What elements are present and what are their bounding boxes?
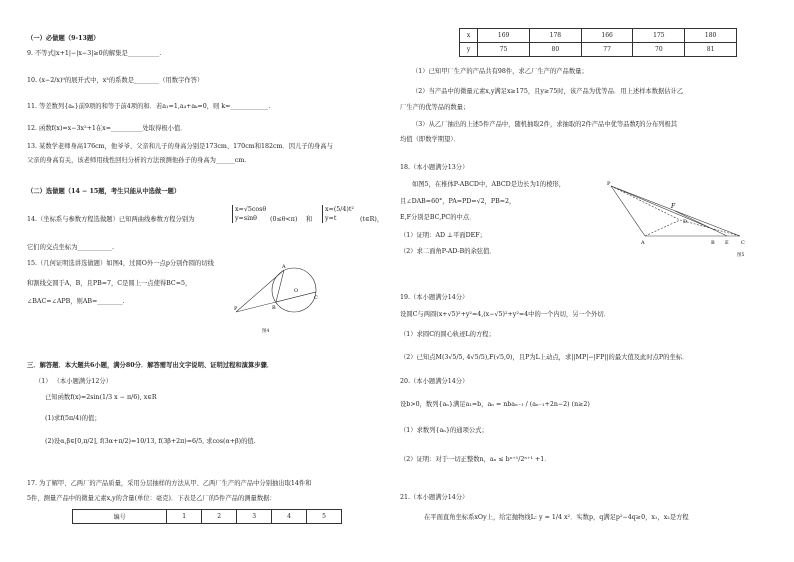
figure-5-label-a: A [641, 240, 645, 246]
question-14-line1: 14.（坐标系与参数方程选做题）已知两曲线参数方程分别为 [27, 216, 195, 223]
question-18-line5: （2）求二面角P-AD-B的余弦值． [400, 248, 496, 255]
question-15-line3: ∠BAC=∠APB，则AB=________. [27, 298, 125, 305]
table-1-cell: 3 [237, 510, 272, 524]
figure-5-caption: 图5 [737, 253, 745, 258]
question-17-line1: 17. 为了解甲、乙两厂的产品质量，采用分层抽样的方法从甲、乙两厂生产的产品中分别抽出取14件和 [27, 480, 312, 487]
question-18-line2: 且∠DAB=60°，PA=PD=√2，PB=2， [400, 198, 516, 205]
figure-5-edge-pd [611, 186, 680, 220]
question-10: 10. (x−2/x)⁹的展开式中，x³的系数是________（用数字作答） [27, 77, 204, 84]
figure-5-edge-ad [645, 220, 680, 236]
table-2-cell: 175 [633, 29, 685, 43]
figure-5-edge-pb [611, 186, 715, 230]
table-2-cell: y [460, 43, 478, 57]
figure-4-caption: 图4 [262, 329, 270, 334]
question-17-part1: （1）已知甲厂生产的产品共有98件，求乙厂生产的产品数量； [412, 68, 588, 75]
table-2-cell: 169 [478, 29, 530, 43]
question-9: 9. 不等式|x+1|−|x−3|≥0的解集是__________. [27, 50, 162, 57]
table-1-cell: 4 [272, 510, 307, 524]
question-17-part2-line1: （2）当产品中的微量元素x,y满足x≥175，且y≥75时，该产品为优等品．用上述样本数据估计乙 [412, 88, 684, 95]
section3-title: 三．解答题．本大题共6小题，满分80分．解答需写出文字说明、证明过程和演算步骤． [27, 362, 274, 369]
figure-5-label-p: P [607, 181, 611, 187]
q14-and: 和 [306, 216, 313, 223]
question-19-line3: （2）已知点M(3√5/5, 4√5/5),F(√5,0)，且P为L上动点，求||MP|−|FP||的最大值及此时点P的坐标． [400, 354, 689, 361]
section2-title: （二）选做题（14 − 15题，考生只能从中选做一题） [27, 188, 181, 195]
q14-system-2-x: x=(5/4)t² [325, 206, 354, 213]
table-1-cell: 5 [307, 510, 342, 524]
question-19-line1: 设圆C与两圆(x+√5)²+y²=4,(x−√5)²+y²=4中的一个内切，另一个外切． [400, 311, 611, 318]
q14-system-1-x: x=√5cosθ [235, 206, 267, 213]
question-17-part3-line2: 均值（即数学期望）． [400, 136, 460, 143]
figure-4-label-o: O [294, 288, 299, 294]
q14-system-1-y: y=sinθ [235, 215, 257, 222]
question-16-heading: （1） （本小题满分12分） [35, 378, 112, 385]
figure-5 [605, 178, 755, 258]
question-18-line1: 如图5，在椎体P-ABCD中，ABCD是边长为1的棱形， [412, 181, 566, 188]
question-20-line1: 设b>0，数列{aₙ}满足a₁=b，aₙ = nbaₙ₋₁ / (aₙ₋₁+2n−2) (n≥2) [400, 401, 590, 408]
table-2-cell: 81 [685, 43, 737, 57]
question-20-line3: （2）证明：对于一切正整数n，aₙ ≤ bⁿ⁺¹/2ⁿ⁺¹ +1． [400, 456, 551, 463]
figure-4-label-b: B [272, 305, 276, 311]
figure-5-label-c: C [741, 240, 745, 246]
question-20-heading: 20.（本小题满分14分） [400, 378, 469, 385]
question-16-line3: (2)设α,β∈[0,π/2], f(3α+π/2)=10/13, f(3β+2π)=6/5, 求cos(α+β)的值. [45, 438, 256, 445]
question-18-line3: E,F分别是BC,PC的中点． [400, 214, 476, 221]
q14-system-1 [232, 205, 266, 223]
figure-4-label-a: A [282, 264, 286, 270]
question-15-line2: 和割线交圆于A，B，且PB=7，C是圆上一点使得BC=5， [27, 280, 192, 287]
figure-5-label-d: D [683, 219, 688, 225]
table-2-cell: 166 [581, 29, 633, 43]
question-18-heading: 18.（本小题满分13分） [400, 164, 469, 171]
question-21-heading: 21.（本小题满分14分） [400, 494, 469, 501]
question-21-line1: 在平面直角坐标系xOy上，给定抛物线L: y = 1/4 x²．实数p，q满足p²−4q≥0，x₁，x₂是方程 [424, 514, 689, 521]
section1-title: （一）必做题（9-13题） [27, 35, 100, 42]
question-13-line1: 13. 某数学老师身高176cm，他爷爷、父亲和儿子的身高分别是173cm、170cm和182cm．因儿子的身高与 [27, 143, 333, 150]
table-2-cell: 70 [633, 43, 685, 57]
q14-system-2 [322, 205, 354, 223]
q14-condition-1: (0≤θ<π) [270, 216, 298, 223]
table-2-row-y [460, 43, 737, 57]
table-2-cell: 77 [581, 43, 633, 57]
table-2-cell: x [460, 29, 478, 43]
q14-condition-2: (t∈R)， [360, 216, 384, 223]
question-16-line2: (1)求f(5π/4)的值； [45, 415, 101, 422]
figure-4 [232, 262, 320, 330]
table-2-cell: 80 [529, 43, 581, 57]
question-12: 12. 函数f(x)=x−3x²+1在x=__________处取得极小值． [27, 125, 187, 132]
table-1-cell: 2 [202, 510, 237, 524]
question-19-heading: 19.（本小题满分14分） [400, 294, 469, 301]
figure-4-label-c: C [314, 295, 318, 301]
question-17-part2-line2: 厂生产的优等品的数量； [400, 104, 470, 111]
table-2-cell: 178 [529, 29, 581, 43]
question-17-line2: 5件，测量产品中的微量元素x,y的含量(单位：毫克)．下表是乙厂的5件产品的测量数据： [27, 495, 276, 502]
table-2-cell: 180 [685, 29, 737, 43]
table-1-cell: 编号 [73, 510, 167, 524]
question-20-line2: （1）求数列{aₙ}的通项公式； [400, 427, 488, 434]
question-16-line1: 已知函数f(x)=2sin(1/3 x − π/6), x∈R [45, 394, 157, 401]
question-17-part3-line1: （3）从乙厂抽出的上述5件产品中，随机抽取2件，求抽取的2件产品中优等品数ξ的分布列极其 [412, 121, 678, 128]
table-1-header-row [73, 510, 342, 524]
table-1 [72, 509, 342, 524]
table-2-cell: 75 [478, 43, 530, 57]
table-2 [459, 28, 737, 57]
question-11: 11. 等差数列{aₙ}前9项的和等于前4项的和．若a₁=1,a₄+aₖ=0，则 k=____________. [27, 103, 271, 110]
figure-4-label-p: P [234, 306, 238, 312]
question-14-line2: 它们的交点坐标为___________. [27, 244, 115, 251]
question-18-line4: （1）证明：AD ⊥平面DEF； [400, 232, 486, 239]
figure-5-label-b: B [711, 240, 715, 246]
question-19-line2: （1）求圆C的圆心轨迹L的方程； [400, 331, 495, 338]
table-2-row-x [460, 29, 737, 43]
question-15-line1: 15.（几何证明选讲选做题）如图4，过圆O外一点p分别作圆的切线 [27, 260, 214, 267]
question-13-line2: 父亲的身高有关，该老师用线性回归分析的方法预测他孙子的身高为______cm. [27, 157, 247, 164]
table-1-cell: 1 [167, 510, 202, 524]
figure-5-label-f: F [671, 203, 676, 210]
figure-5-label-e: E [725, 240, 729, 246]
figure-4-chord [276, 270, 284, 302]
q14-system-2-y: y=t [325, 215, 337, 222]
